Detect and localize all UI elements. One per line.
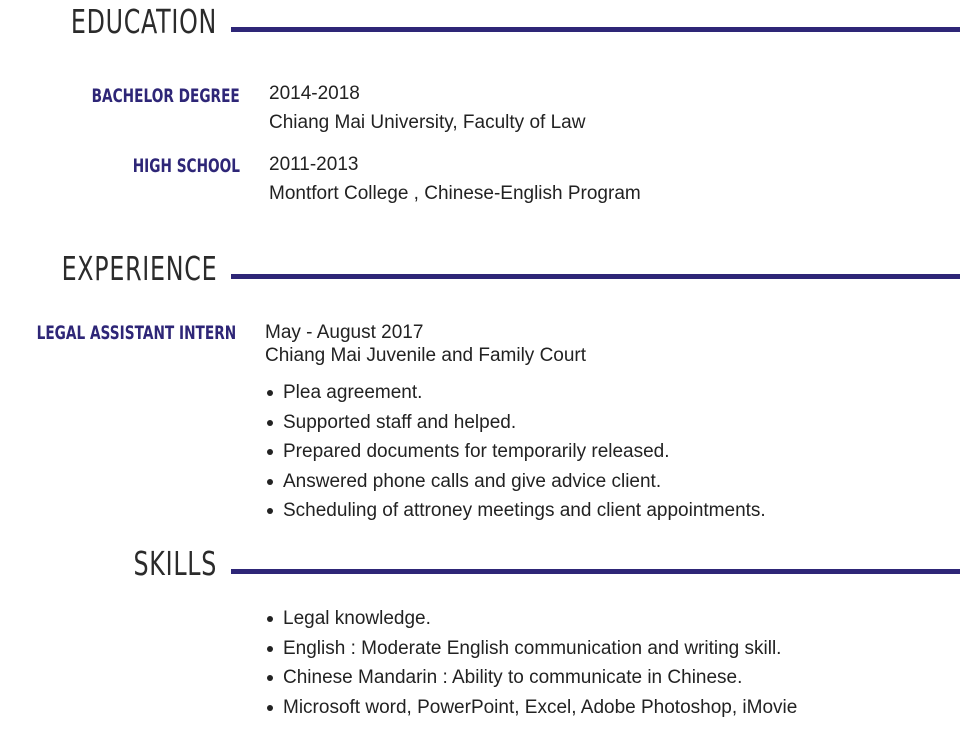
education-entry-institution: Montfort College , Chinese-English Program (269, 183, 641, 204)
education-entry-institution: Chiang Mai University, Faculty of Law (269, 112, 586, 133)
education-heading: EDUCATION (70, 2, 217, 41)
skills-divider (231, 569, 960, 574)
experience-divider (231, 274, 960, 279)
experience-period: May - August 2017 (265, 322, 424, 343)
experience-organization: Chiang Mai Juvenile and Family Court (265, 345, 587, 366)
education-entry-label: HIGH SCHOOL (132, 155, 240, 177)
list-item: Prepared documents for temporarily released. (283, 437, 766, 467)
experience-duties-list (263, 378, 766, 526)
education-entry-years: 2011-2013 (269, 154, 359, 175)
list-item: Microsoft word, PowerPoint, Excel, Adobe Photoshop, iMovie (283, 693, 797, 723)
education-divider (231, 27, 960, 32)
list-item: English : Moderate English communication and writing skill. (283, 634, 797, 664)
list-item: Chinese Mandarin : Ability to communicate in Chinese. (283, 663, 797, 693)
list-item: Scheduling of attroney meetings and client appointments. (283, 496, 766, 526)
list-item: Plea agreement. (283, 378, 766, 408)
education-entry-label: BACHELOR DEGREE (91, 85, 240, 107)
list-item: Supported staff and helped. (283, 408, 766, 438)
experience-role: LEGAL ASSISTANT INTERN (36, 322, 236, 344)
skills-list (263, 604, 797, 722)
experience-heading: EXPERIENCE (61, 249, 217, 288)
education-entry-years: 2014-2018 (269, 83, 360, 104)
list-item: Legal knowledge. (283, 604, 797, 634)
list-item: Answered phone calls and give advice client. (283, 467, 766, 497)
skills-heading: SKILLS (133, 544, 217, 583)
